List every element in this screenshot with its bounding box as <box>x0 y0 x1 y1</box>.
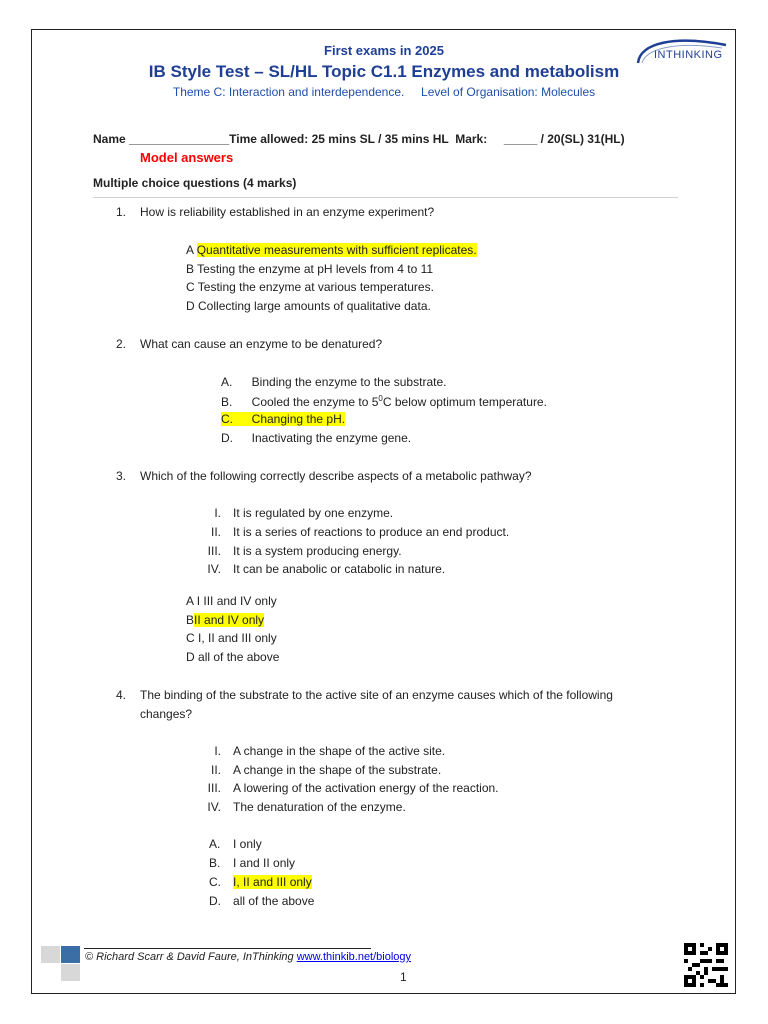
model-answers-label: Model answers <box>140 150 234 165</box>
q3-statement-4 <box>199 562 445 576</box>
option-letter: A <box>186 243 194 257</box>
statement-text: The denaturation of the enzyme. <box>233 800 406 814</box>
q3-option-b[interactable] <box>186 613 264 627</box>
question-3 <box>116 469 532 483</box>
question-text: What can cause an enzyme to be denatured? <box>140 337 383 351</box>
q3-option-c[interactable] <box>186 631 277 645</box>
option-text-correct: II and IV only <box>194 613 265 627</box>
option-text-after: C below optimum temperature. <box>382 395 547 409</box>
q4-option-a[interactable] <box>209 837 262 851</box>
option-text: all of the above <box>233 894 315 908</box>
option-letter: A. <box>209 837 221 851</box>
option-text-correct: Changing the pH. <box>251 412 346 426</box>
q1-option-b[interactable] <box>186 262 433 276</box>
qr-code-icon[interactable] <box>684 943 728 987</box>
q2-option-a[interactable] <box>221 375 446 389</box>
roman-numeral: I. <box>214 506 221 520</box>
roman-numeral: I. <box>214 744 221 758</box>
option-letter: C. <box>209 875 221 889</box>
q4-statement-2 <box>199 763 441 777</box>
page-number: 1 <box>400 970 407 984</box>
option-letter: D <box>186 650 195 664</box>
copyright-text: © Richard Scarr & David Faure, InThinking <box>85 951 297 963</box>
option-text: Testing the enzyme at various temperatures. <box>197 280 434 294</box>
q4-statement-1 <box>199 744 445 758</box>
mcq-heading: Multiple choice questions (4 marks) <box>93 176 297 190</box>
footer-rule <box>84 948 371 949</box>
question-text: How is reliability established in an enzyme experiment? <box>140 205 435 219</box>
option-text: Testing the enzyme at pH levels from 4 to 11 <box>197 262 434 276</box>
option-letter: C <box>186 631 195 645</box>
roman-numeral: IV. <box>207 562 221 576</box>
option-letter: A <box>186 594 194 608</box>
statement-text: It can be anabolic or catabolic in nature. <box>233 562 446 576</box>
option-letter: C <box>186 280 195 294</box>
roman-numeral: III. <box>207 781 221 795</box>
option-text: I III and IV only <box>196 594 277 608</box>
first-exams-label: First exams in 2025 <box>324 43 444 58</box>
q3-statement-2 <box>199 525 509 539</box>
option-letter: D. <box>209 894 221 908</box>
option-letter: B <box>186 613 195 627</box>
option-letter: D. <box>221 431 233 445</box>
q2-option-b[interactable] <box>221 394 547 409</box>
option-text: all of the above <box>198 650 280 664</box>
q2-option-d[interactable] <box>221 431 411 445</box>
statement-text: It is regulated by one enzyme. <box>233 506 394 520</box>
option-text: Binding the enzyme to the substrate. <box>251 375 447 389</box>
q3-option-d[interactable] <box>186 650 279 664</box>
statement-text: It is a series of reactions to produce an end product. <box>233 525 510 539</box>
roman-numeral: IV. <box>207 800 221 814</box>
roman-numeral: II. <box>210 525 221 539</box>
q4-option-b[interactable] <box>209 856 295 870</box>
option-letter: B. <box>221 395 233 409</box>
mark-sl-hl: (SL) 31(HL) <box>560 132 625 146</box>
question-4 <box>116 688 613 702</box>
option-text: I only <box>233 837 262 851</box>
name-time-mark-line <box>93 132 625 146</box>
option-text-correct: I, II and III only <box>233 875 312 889</box>
option-text-correct: Quantitative measurements with sufficient replicates. <box>196 243 477 257</box>
option-letter: D <box>186 299 195 313</box>
footer-squares-decoration <box>41 946 81 982</box>
question-1 <box>116 205 435 219</box>
q3-option-a[interactable] <box>186 594 277 608</box>
q1-option-a[interactable] <box>186 243 477 257</box>
option-highlight <box>221 412 345 426</box>
option-text: Cooled the enzyme to 5 <box>251 395 379 409</box>
q3-statement-1 <box>199 506 393 520</box>
question-4-continued: changes? <box>140 707 193 721</box>
section-divider <box>93 197 678 198</box>
roman-numeral: II. <box>210 763 221 777</box>
question-text: The binding of the substrate to the active site of an enzyme causes which of the following <box>140 688 613 702</box>
footer-link[interactable]: www.thinkib.net/biology <box>296 951 412 963</box>
q3-statement-3 <box>199 544 402 558</box>
statement-text: A lowering of the activation energy of the reaction. <box>233 781 499 795</box>
roman-numeral: III. <box>207 544 221 558</box>
option-text: Collecting large amounts of qualitative data. <box>198 299 431 313</box>
inthinking-logo <box>634 33 730 67</box>
option-letter: C. <box>221 412 233 426</box>
option-text: Inactivating the enzyme gene. <box>251 431 412 445</box>
q4-option-d[interactable] <box>209 894 314 908</box>
footer-copyright <box>85 951 411 963</box>
question-text: Which of the following correctly describe aspects of a metabolic pathway? <box>140 469 532 483</box>
question-number: 3. <box>116 469 127 483</box>
option-letter: B <box>186 262 195 276</box>
option-text: I, II and III only <box>198 631 277 645</box>
superscript: 0 <box>378 394 383 403</box>
q2-option-c[interactable] <box>221 412 345 426</box>
statement-text: A change in the shape of the substrate. <box>233 763 442 777</box>
option-letter: A. <box>221 375 233 389</box>
q4-statement-4 <box>199 800 406 814</box>
statement-text: It is a system producing energy. <box>233 544 402 558</box>
question-number: 2. <box>116 337 127 351</box>
q1-option-d[interactable] <box>186 299 431 313</box>
q1-option-c[interactable] <box>186 280 434 294</box>
q4-option-c[interactable] <box>209 875 312 889</box>
option-text: I and II only <box>233 856 296 870</box>
statement-text: A change in the shape of the active site. <box>233 744 446 758</box>
question-2 <box>116 337 383 351</box>
option-letter: B. <box>209 856 221 870</box>
question-number: 1. <box>116 205 127 219</box>
q4-statement-3 <box>199 781 499 795</box>
page-title: IB Style Test – SL/HL Topic C1.1 Enzymes and metabolism <box>148 62 620 81</box>
question-number: 4. <box>116 688 127 702</box>
logo-text: INTHINKING <box>654 49 723 61</box>
theme-subtitle: Theme C: Interaction and interdependence. Level of Organisation: Molecules <box>172 85 596 99</box>
name-label: Name _______________Time allowed: 25 mins SL / 35 mins HL Mark: _____ / 20 <box>93 132 561 146</box>
